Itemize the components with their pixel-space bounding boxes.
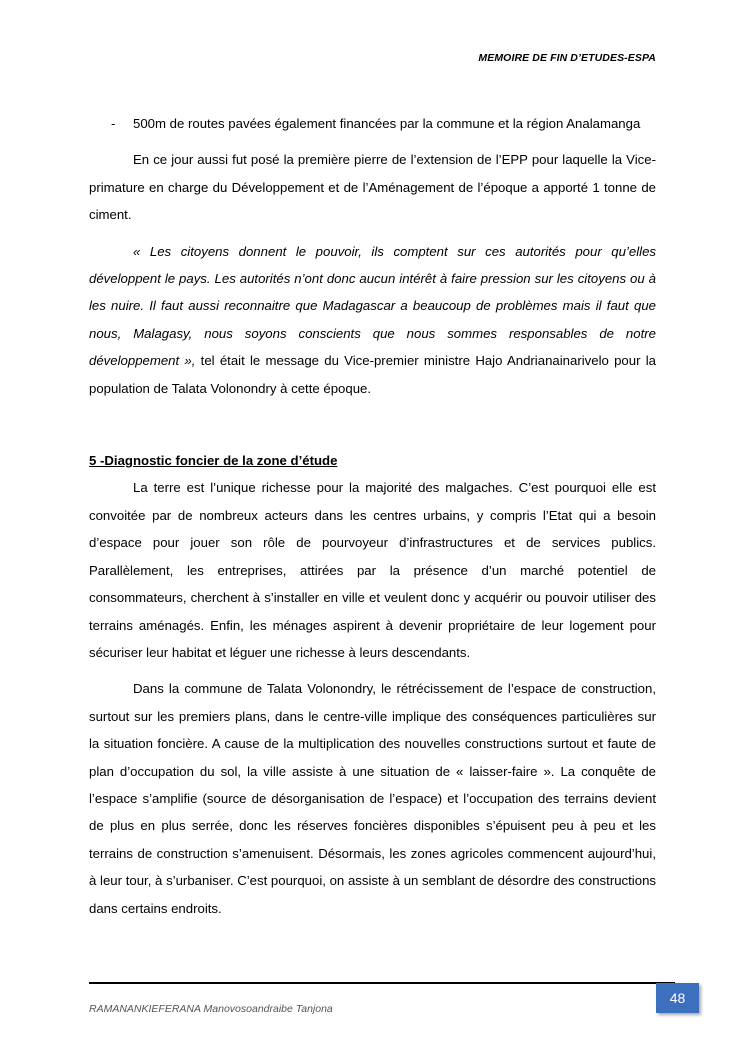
page-number-badge: 48 (656, 983, 699, 1013)
paragraph-talata-volonondry: Dans la commune de Talata Volonondry, le rétrécissement de l’espace de construction, surtout sur les premiers plans, dans le centre-ville implique des conséquences particulières sur la situation foncière. A cause de la multiplication des nouvelles constructions surtout et faute de plan d’occupation du sol, la ville assiste à une situation de « laisser-faire ». La conquête de l’espace s’amplifie (source de désorganisation de l’espace) et l’occupation des terrains devient de plus en plus serrée, donc les réserves foncières disponibles s’épuisent peu à peu et les terrains de construction s’amenuisent. Désormais, les zones agricoles commencent aujourd’hui, à leur tour, à s’urbaniser. C’est pourquoi, on assiste à un semblant de désordre des constructions dans certains endroits. (89, 681, 656, 916)
quote-text: « Les citoyens donnent le pouvoir, ils comptent sur ces autorités pour qu’elles développent le pays. Les autorités n’ont donc aucun intérêt à faire pression sur les citoyens ou à les nuire. Il faut aussi reconnaitre que Madagascar a beaucoup de problèmes mais il faut que nous, Malagasy, nous soyons conscients que nous sommes responsables de notre développement », (89, 243, 656, 369)
page-header-title: MEMOIRE DE FIN D’ETUDES-ESPA (478, 52, 656, 64)
footer-author: RAMANANKIEFERANA Manovosoandraibe Tanjona (89, 1003, 333, 1015)
section-title: 5 -Diagnostic foncier de la zone d’étude (89, 453, 338, 469)
footer-divider (89, 982, 675, 984)
bullet-text: 500m de routes pavées également financées par la commune et la région Analamanga (133, 116, 641, 131)
bullet-dash: - (111, 116, 116, 131)
document-body (89, 110, 656, 922)
paragraph-quote (89, 238, 656, 402)
paragraph-land-wealth: La terre est l’unique richesse pour la majorité des malgaches. C’est pourquoi elle est convoitée par de nombreux acteurs dans les centres urbains, y compris l’Etat qui a besoin d’espace pour jouer son rôle de pourvoyeur d’infrastructures et de services publics. Parallèlement, les entreprises, attirées par la présence d’un marché potentiel de consommateurs, cherchent à s’installer en ville et veulent donc y acquérir ou pouvoir utiliser des terrains aménagés. Enfin, les ménages aspirent à devenir propriétaire de leur logement pour sécuriser leur habitat et léguer une richesse à leurs descendants. (89, 480, 656, 660)
bullet-item (89, 110, 656, 137)
quote-attribution: tel était le message du Vice-premier ministre Hajo Andrianainarivelo pour la population de Talata Volonondry à cette époque. (89, 353, 656, 396)
paragraph-epp-extension: En ce jour aussi fut posé la première pierre de l’extension de l’EPP pour laquelle la Vice-primature en charge du Développement et de l’Aménagement de l’époque a apporté 1 tonne de ciment. (89, 152, 656, 223)
